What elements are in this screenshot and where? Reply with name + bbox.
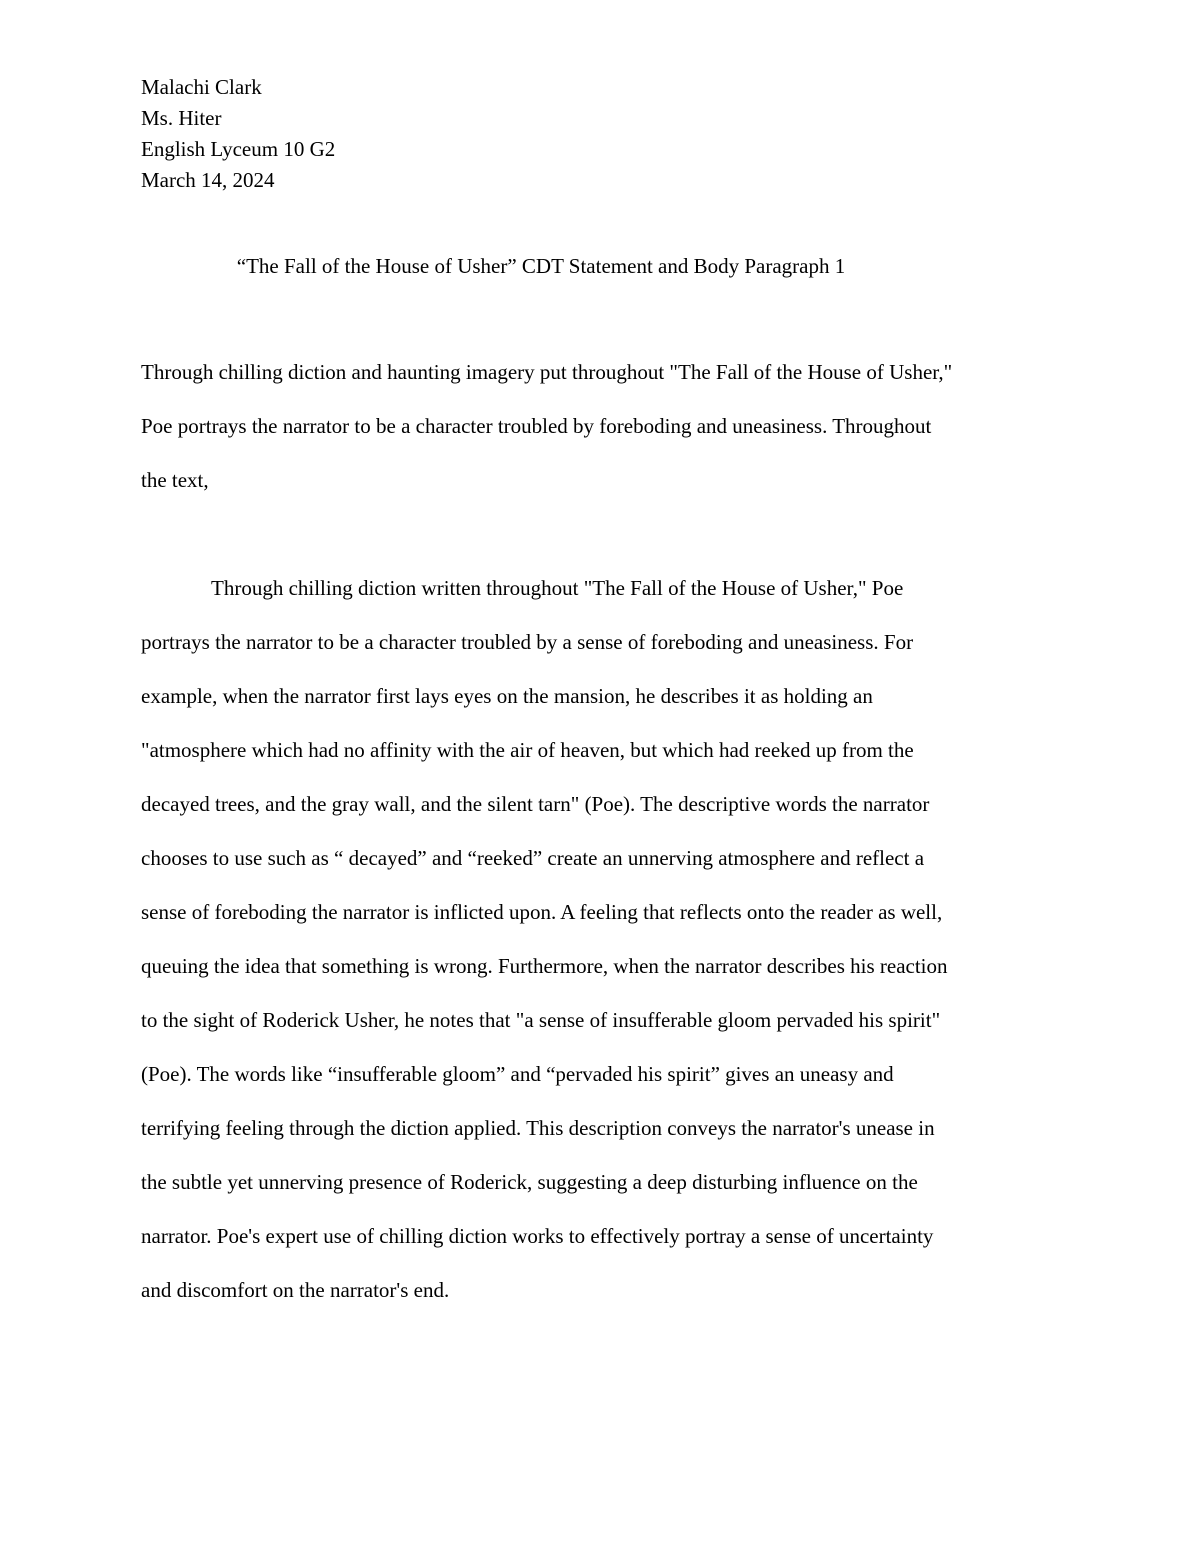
- paragraph-line: (Poe). The words like “insufferable gloom” and “pervaded his spirit” gives an uneasy and: [141, 1062, 894, 1086]
- paragraph-line: decayed trees, and the gray wall, and the silent tarn" (Poe). The descriptive words the narrator: [141, 792, 930, 816]
- document-title: “The Fall of the House of Usher” CDT Statement and Body Paragraph 1: [236, 254, 846, 278]
- paragraph-line: Through chilling diction written throughout "The Fall of the House of Usher," Poe: [211, 576, 904, 600]
- paragraph-line: portrays the narrator to be a character troubled by a sense of foreboding and uneasiness. For: [141, 630, 914, 654]
- document-date: March 14, 2024: [141, 168, 275, 192]
- teacher-name: Ms. Hiter: [141, 106, 222, 130]
- course-name: English Lyceum 10 G2: [141, 137, 336, 161]
- paragraph-line: "atmosphere which had no affinity with the air of heaven, but which had reeked up from the: [141, 738, 914, 762]
- mla-header: [141, 72, 1061, 196]
- paragraph-line: example, when the narrator first lays eyes on the mansion, he describes it as holding an: [141, 684, 873, 708]
- thesis-line: Through chilling diction and haunting imagery put throughout "The Fall of the House of Usher,": [141, 360, 953, 384]
- paragraph-line: the subtle yet unnerving presence of Roderick, suggesting a deep disturbing influence on the: [141, 1170, 918, 1194]
- paragraph-line: and discomfort on the narrator's end.: [141, 1278, 450, 1302]
- author-name: Malachi Clark: [141, 75, 262, 99]
- thesis-line: the text,: [141, 468, 209, 492]
- thesis-statement: [141, 345, 1061, 507]
- paragraph-line: terrifying feeling through the diction applied. This description conveys the narrator's unease in: [141, 1116, 935, 1140]
- paragraph-line: sense of foreboding the narrator is inflicted upon. A feeling that reflects onto the reader as well,: [141, 900, 943, 924]
- paragraph-line: to the sight of Roderick Usher, he notes that "a sense of insufferable gloom pervaded his spirit": [141, 1008, 941, 1032]
- paragraph-line: chooses to use such as “ decayed” and “reeked” create an unnerving atmosphere and reflect a: [141, 846, 925, 870]
- paragraph-line: queuing the idea that something is wrong. Furthermore, when the narrator describes his reaction: [141, 954, 948, 978]
- body-paragraph-1: [141, 561, 1061, 1317]
- thesis-line: Poe portrays the narrator to be a character troubled by foreboding and uneasiness. Throughout: [141, 414, 932, 438]
- paragraph-line: narrator. Poe's expert use of chilling diction works to effectively portray a sense of uncertainty: [141, 1224, 934, 1248]
